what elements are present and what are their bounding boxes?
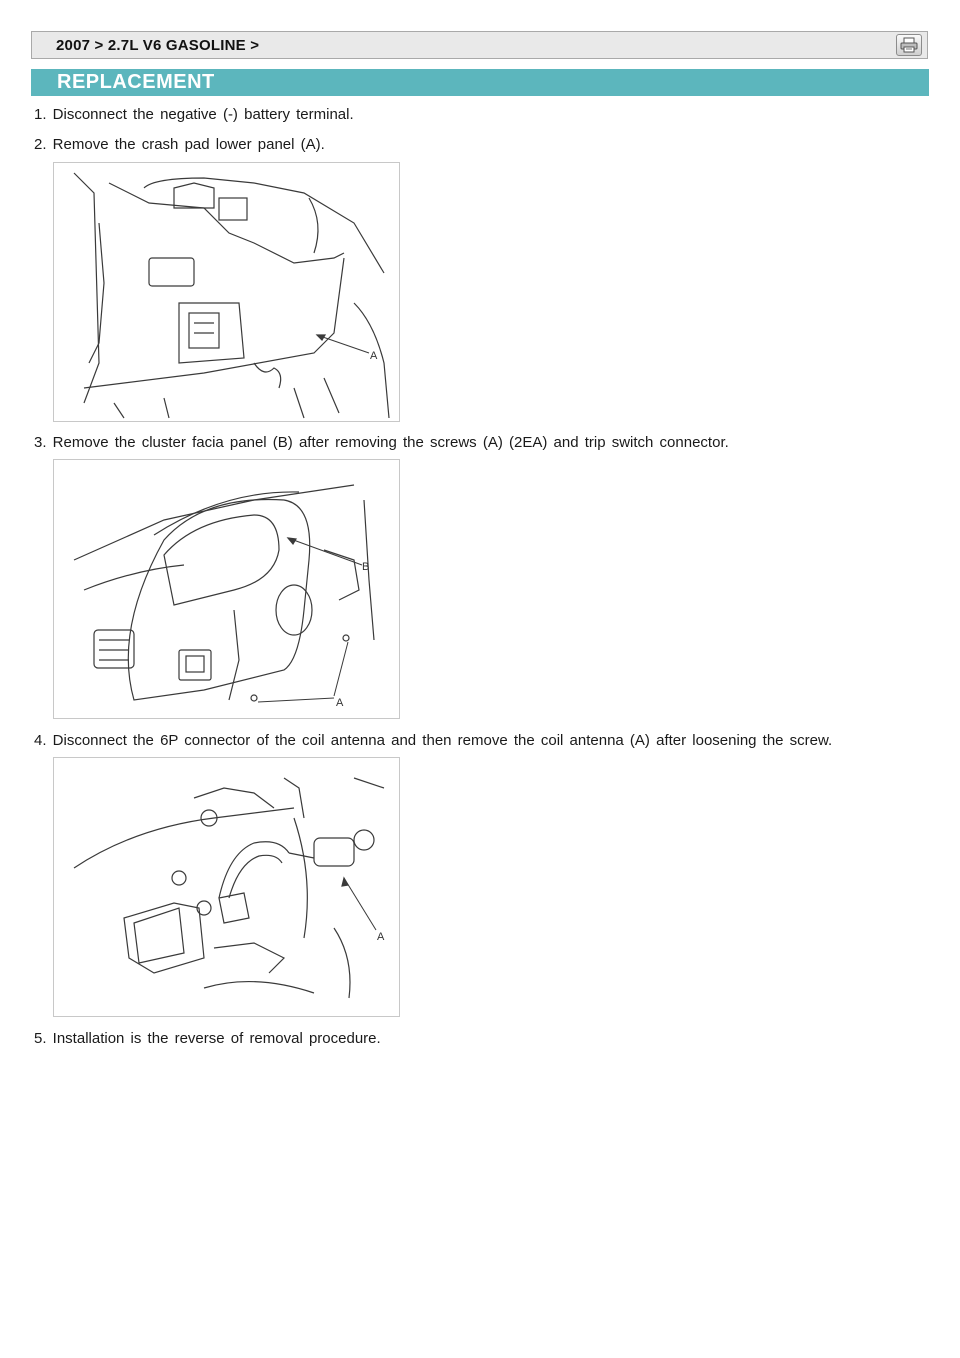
figure-crash-pad-lower-panel — [53, 162, 400, 422]
breadcrumb-bar — [31, 31, 928, 59]
step-1-text: 1. Disconnect the negative (-) battery terminal. — [34, 106, 354, 123]
step-3-text: 3. Remove the cluster facia panel (B) after removing the screws (A) (2EA) and trip switch connector. — [34, 434, 729, 451]
step-4-text: 4. Disconnect the 6P connector of the coil antenna and then remove the coil antenna (A) after loosening the screw. — [34, 732, 833, 749]
step-2-text: 2. Remove the crash pad lower panel (A). — [34, 136, 325, 153]
callout-label-a: A — [336, 697, 344, 709]
section-header — [31, 69, 929, 96]
callout-label-b: B — [362, 561, 370, 573]
print-button[interactable] — [896, 34, 922, 56]
callout-label-a: A — [370, 350, 378, 362]
figure-coil-antenna — [53, 757, 400, 1017]
section-title: REPLACEMENT — [57, 71, 215, 93]
figure-cluster-facia-panel — [53, 459, 400, 719]
breadcrumb: 2007 > 2.7L V6 GASOLINE > — [56, 37, 260, 54]
step-5-text: 5. Installation is the reverse of removal procedure. — [34, 1030, 381, 1047]
callout-label-a: A — [377, 931, 385, 943]
printer-icon — [900, 37, 918, 53]
